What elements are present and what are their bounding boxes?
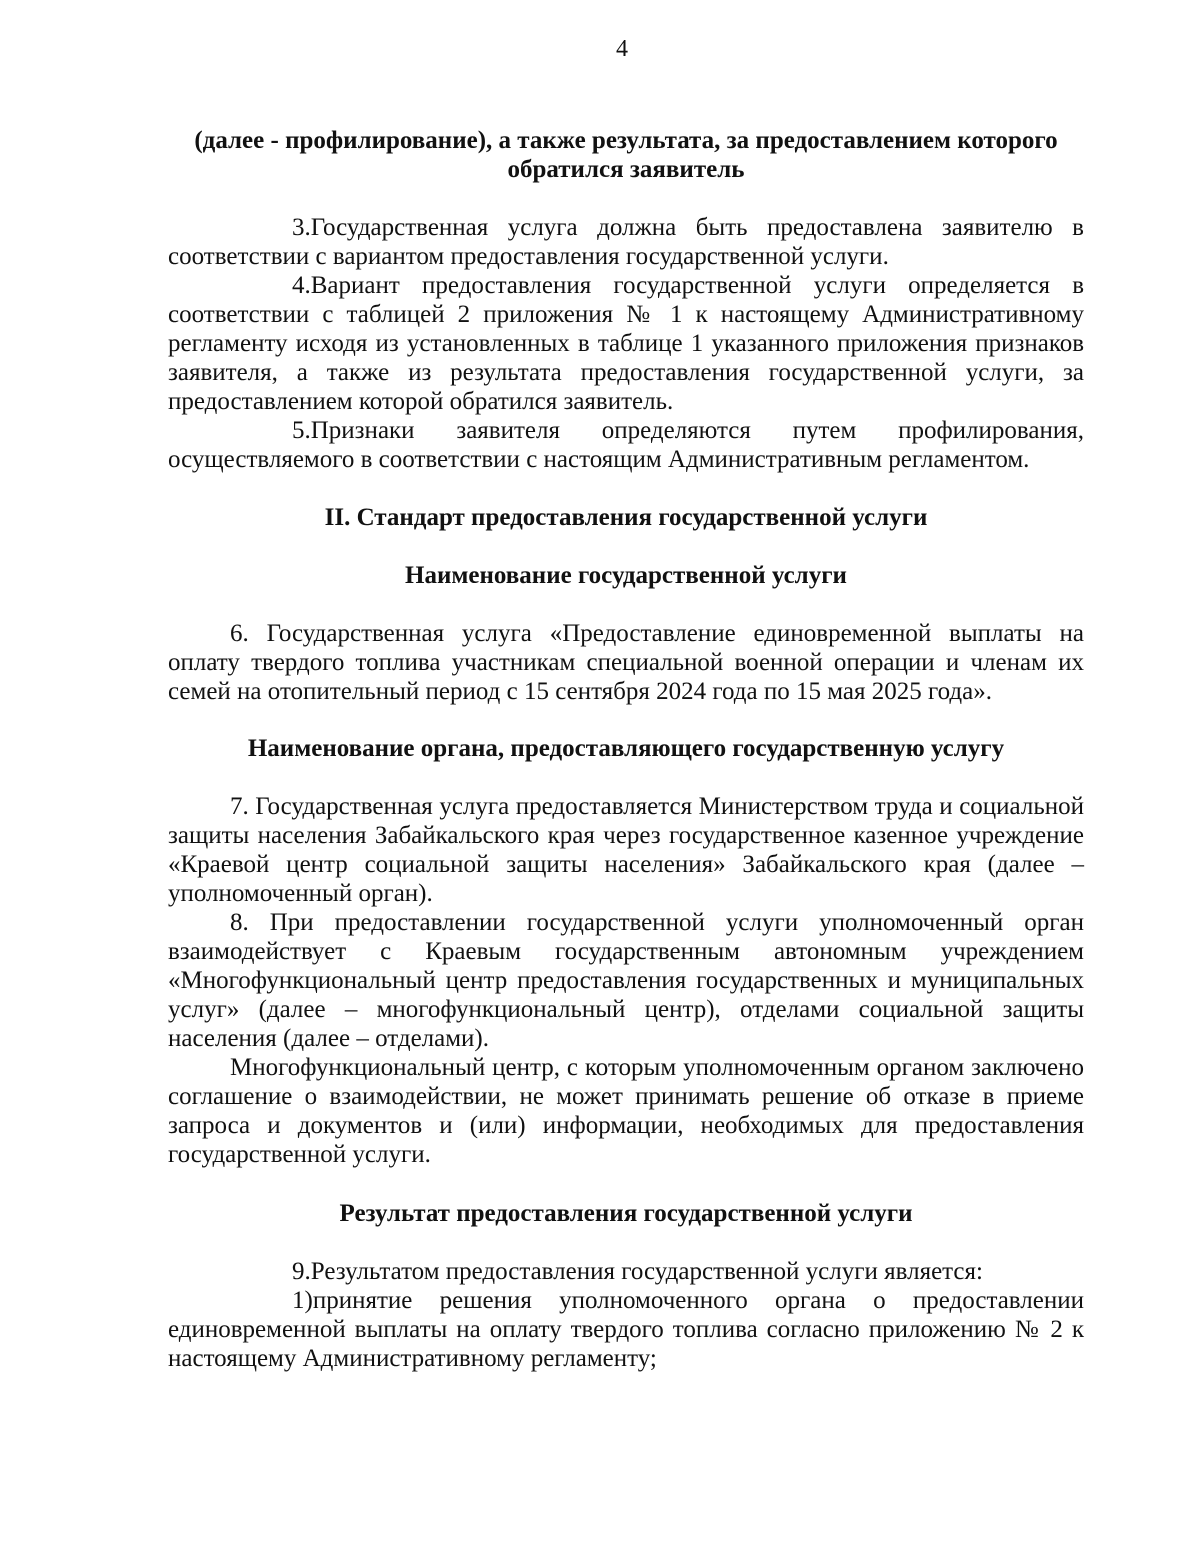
paragraph-number: 1) [292,1287,313,1314]
paragraph-5 [168,416,1084,474]
page-number: 4 [616,36,628,62]
paragraph-6: 6. Государственная услуга «Предоставление единовременной выплаты на оплату твердого топлива участникам специальной военной операции и членам их семей на отопительный период с 15 сентября 2024 года по 15 мая 2025 года». [168,620,1084,705]
paragraph-9-1 [168,1286,1084,1373]
heading-service-name: Наименование государственной услуги [405,562,847,589]
paragraph-text: принятие решения уполномоченного органа о предоставлении единовременной выплаты на оплату твердого топлива согласно приложению № 2 к настоящему Административному регламенту; [168,1287,1084,1372]
paragraph-text: Государственная услуга должна быть предоставлена заявителю в соответствии с вариантом предоставления государственной услуги. [168,214,1084,270]
heading-providing-organ: Наименование органа, предоставляющего государственную услугу [247,735,1005,762]
paragraph-9 [168,1257,1084,1286]
paragraph-text: Вариант предоставления государственной услуги определяется в соответствии с таблицей 2 приложения № 1 к настоящему Административному регламенту исходя из установленных в таблице 1 указанного приложения признаков заявителя, а также из результата предоставления государственной услуги, за предоставлением которой обратился заявитель. [168,272,1084,415]
paragraph-number: 9. [292,1258,311,1285]
paragraph-8: 8. При предоставлении государственной услуги уполномоченный орган взаимодействует с Краевым государственным автономным учреждением «Многофункциональный центр предоставления государственных и муниципальных услуг» (далее – многофункциональный центр), отделами социальной защиты населения (далее – отделами). [168,909,1084,1052]
heading-profiling: (далее - профилирование), а также результата, за предоставлением которого обратился заявитель [194,127,1058,183]
paragraph-text: Признаки заявителя определяются путем профилирования, осуществляемого в соответствии с настоящим Административным регламентом. [168,417,1084,473]
document-body [168,126,1084,1373]
paragraph-number: 3. [292,214,311,241]
section-title-standard: II. Стандарт предоставления государственной услуги [324,504,928,531]
paragraph-number: 5. [292,417,311,444]
paragraph-7: 7. Государственная услуга предоставляется Министерством труда и социальной защиты населения Забайкальского края через государственное казенное учреждение «Краевой центр социальной защиты населения» Забайкальского края (далее – уполномоченный орган). [168,793,1084,907]
paragraph-3 [168,213,1084,271]
paragraph-text: Результатом предоставления государственной услуги является: [310,1258,983,1285]
heading-service-result: Результат предоставления государственной услуги [339,1200,913,1227]
paragraph-mfc: Многофункциональный центр, с которым уполномоченным органом заключено соглашение о взаимодействии, не может принимать решение об отказе в приеме запроса и документов и (или) информации, необходимых для предоставления государственной услуги. [168,1054,1084,1168]
paragraph-4 [168,271,1084,416]
paragraph-number: 4. [292,272,311,299]
